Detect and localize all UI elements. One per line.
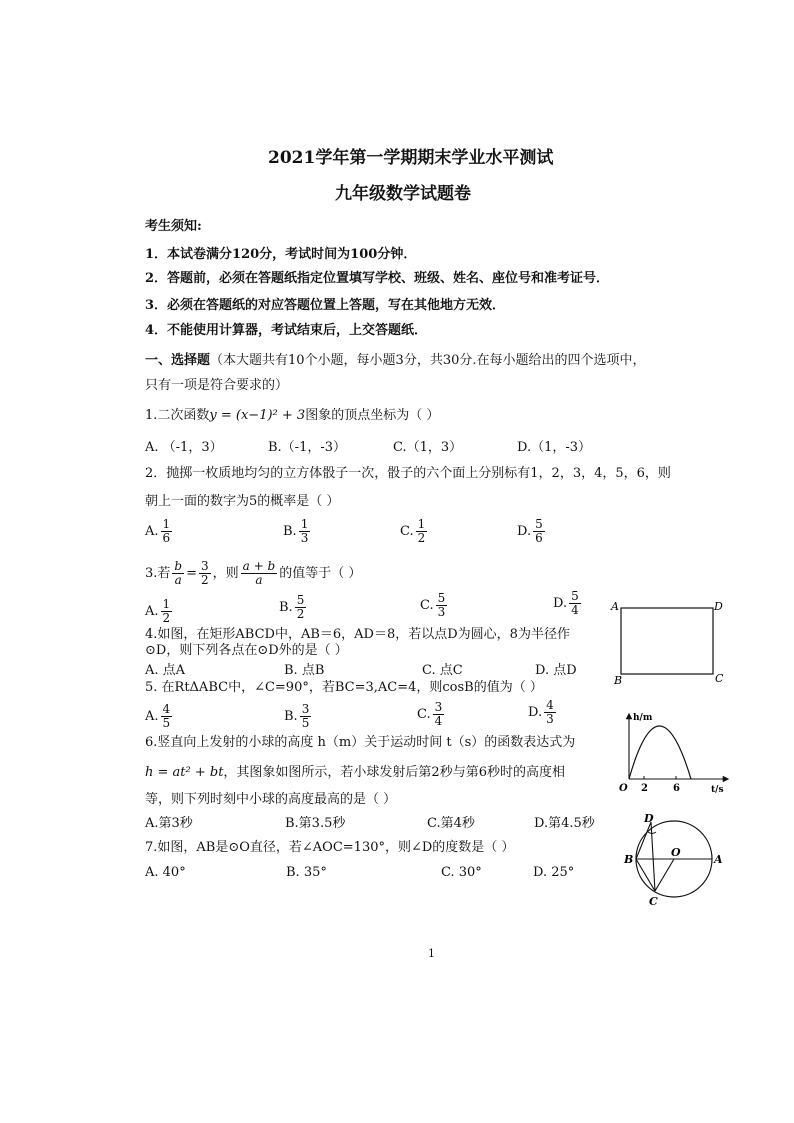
q7-option-a: A. 40° [145,865,186,880]
q6-line-2 [145,765,565,781]
q5-fraction-a [161,703,173,730]
q7-line: 7.如图，AB是⊙O直径，若∠AOC=130°，则∠D的度数是（ ） [145,840,515,855]
q3-pre: 3.若 [145,566,171,581]
q2-option-a [145,518,174,545]
q3-label-b: B. [279,600,293,615]
numerator: 5 [296,593,305,607]
question-1 [145,408,439,424]
q3-option-a [145,598,174,625]
numerator: 4 [546,698,554,712]
q3-fraction-b [295,594,307,621]
q6-line-3: 等，则下列时刻中小球的高度最高的是（ ） [145,792,397,807]
q1-option-b: B.（-1，-3） [268,440,347,455]
q3-label-a: A. [145,604,159,619]
q1-option-c: C.（1，3） [393,440,463,455]
numerator: 4 [162,702,171,716]
q1-option-d: D.（1，-3） [517,440,592,455]
q2-option-d [517,518,547,545]
q6-line-1: 6.竖直向上发射的小球的高度 h（m）关于运动时间 t（s）的函数表达式为 [145,735,576,750]
q3-fraction-a [161,598,173,625]
denominator: 4 [571,603,579,617]
page-subtitle: 九年级数学试题卷 [335,184,471,204]
label-o: O [671,846,681,859]
rectangle-shape [621,608,713,674]
q6-option-b: B.第3.5秒 [285,816,346,831]
q5-option-b [284,703,313,730]
label-a: A [714,853,723,866]
q3-fraction-c [436,592,448,619]
q2-label-c: C. [400,524,414,539]
q5-option-c [417,701,446,728]
h-axis-label: h/m [633,713,653,723]
denominator: 4 [434,714,443,728]
denominator: a [255,573,263,587]
radius-oc [655,859,674,891]
tick-6-label: 6 [673,783,680,794]
label-a: A [611,600,619,613]
denominator: 2 [201,573,209,587]
notice-item-2: 2．答题前，必须在答题纸指定位置填写学校、班级、姓名、座位号和准考证号． [145,271,610,286]
numerator: b [174,559,183,573]
q3-option-d [553,590,583,617]
q5-fraction-b [300,703,312,730]
q5-option-d [528,699,558,726]
q3-option-c [420,592,449,619]
parabola-curve [629,726,691,779]
question-3: 3.若 $\frac{b}{a}$ = $\frac{3}{2}$ ，则 $\frac{a + b}{a}$ 的值等于（ ） [145,559,362,587]
q1-post: 图象的顶点坐标为（ ） [305,408,440,423]
q2-label-b: B. [283,524,297,539]
denominator: a [174,573,182,587]
page-title: 2021学年第一学期期末学业水平测试 [268,148,554,168]
origin-label: O [619,783,628,794]
q3-mid: ，则 [212,566,239,581]
q7-option-c: C. 30° [441,865,482,880]
notice-item-1: 1．本试卷满分120分，考试时间为100分钟． [145,247,417,262]
q2-fraction-d [533,518,545,545]
q4-option-c: C. 点C [422,663,463,678]
circle-o-figure [618,808,730,912]
denominator: 3 [546,712,554,726]
denominator: 3 [300,531,309,545]
q6-line-2-post: ，其图象如图所示，若小球发射后第2秒与第6秒时的高度相 [223,765,565,780]
chord-bd [636,822,651,859]
q6-formula: h = at² + bt [145,765,224,780]
numerator: 3 [201,559,209,573]
q2-option-c [400,518,429,545]
q2-option-b [283,518,312,545]
denominator: 6 [535,531,543,545]
q4-option-b: B. 点B [284,663,325,678]
chord-dc [651,822,655,891]
q4-line-1: 4.如图，在矩形ABCD中，AB＝6，AD＝8，若以点D为圆心，8为半径作 [145,627,570,642]
q3-label-c: C. [420,598,434,613]
q5-label-d: D. [528,705,543,720]
label-c: C [649,895,658,908]
denominator: 6 [162,531,171,545]
q1-pre: 1.二次函数 [145,408,210,423]
q7-option-b: B. 35° [286,865,327,880]
q3-fraction-d [569,590,581,617]
numerator: 1 [162,517,171,531]
notice-item-3: 3．必须在答题纸的对应答题位置上答题，写在其他地方无效． [145,298,506,313]
section-desc-2: 只有一项是符合要求的） [145,378,289,393]
q1-formula: y = (x−1)² + 3 [209,408,306,423]
q5-fraction-c [433,701,445,728]
section-heading-line [145,353,646,369]
numerator: 3 [434,700,443,714]
denominator: 5 [162,716,171,730]
numerator: 5 [571,589,579,603]
numerator: 1 [417,517,426,531]
page-number: 1 [428,947,435,960]
q3-given-left [172,560,184,587]
q5-line: 5. 在RtΔABC中，∠C=90°，若BC=3,AC=4，则cosB的值为（ ） [145,680,543,695]
notice-heading: 考生须知: [145,219,202,234]
notice-item-4: 4．不能使用计算器，考试结束后，上交答题纸． [145,323,428,338]
denominator: 3 [437,605,446,619]
q5-option-a [145,703,174,730]
section-heading: 一、选择题 [145,353,211,368]
q3-post: 的值等于（ ） [279,566,362,581]
q2-fraction-a [161,518,173,545]
label-c: C [715,672,724,685]
q2-line-2: 朝上一面的数字为5的概率是（ ） [145,494,340,509]
q2-fraction-b [299,518,311,545]
q2-label-d: D. [517,524,532,539]
denominator: 5 [301,716,310,730]
numerator: 5 [437,591,446,605]
label-b: B [614,674,623,686]
q5-label-b: B. [284,709,298,724]
q1-option-a: A. （-1，3） [145,440,223,455]
q2-line-1: 2．抛掷一枚质地均匀的立方体骰子一次，骰子的六个面上分别标有1，2，3，4，5，6，则 [145,466,671,481]
q4-option-a: A. 点A [145,663,186,678]
q5-fraction-d [544,699,556,726]
denominator: 2 [417,531,426,545]
rectangle-abcd-figure [608,598,728,686]
label-b: B [624,853,634,866]
q6-option-d: D.第4.5秒 [534,816,595,831]
numerator: 3 [301,702,310,716]
numerator: 1 [300,517,309,531]
chord-bc [636,859,655,891]
q3-expression [241,560,278,587]
denominator: 2 [162,611,171,625]
t-axis-label: t/s [711,785,724,794]
q2-label-a: A. [145,524,159,539]
label-d: D [644,812,654,825]
q3-option-b [279,594,308,621]
denominator: 2 [296,607,305,621]
tick-2-label: 2 [641,783,648,794]
q4-line-2: ⊙D，则下列各点在⊙D外的是（ ） [145,643,348,658]
q5-label-a: A. [145,709,159,724]
numerator: 5 [535,517,543,531]
q3-given-right [199,560,211,587]
parabola-graph-figure [614,710,732,794]
q2-fraction-c [416,518,428,545]
numerator: a + b [242,559,276,573]
q3-label-d: D. [553,596,568,611]
q6-option-a: A.第3秒 [145,816,193,831]
numerator: 1 [162,597,171,611]
label-d: D [714,600,723,613]
q6-option-c: C.第4秒 [427,816,475,831]
q7-option-d: D. 25° [533,865,575,880]
section-desc-1: （本大题共有10个小题，每小题3分，共30分.在每小题给出的四个选项中， [210,353,646,368]
q5-label-c: C. [417,707,431,722]
q4-option-d: D. 点D [535,663,577,678]
